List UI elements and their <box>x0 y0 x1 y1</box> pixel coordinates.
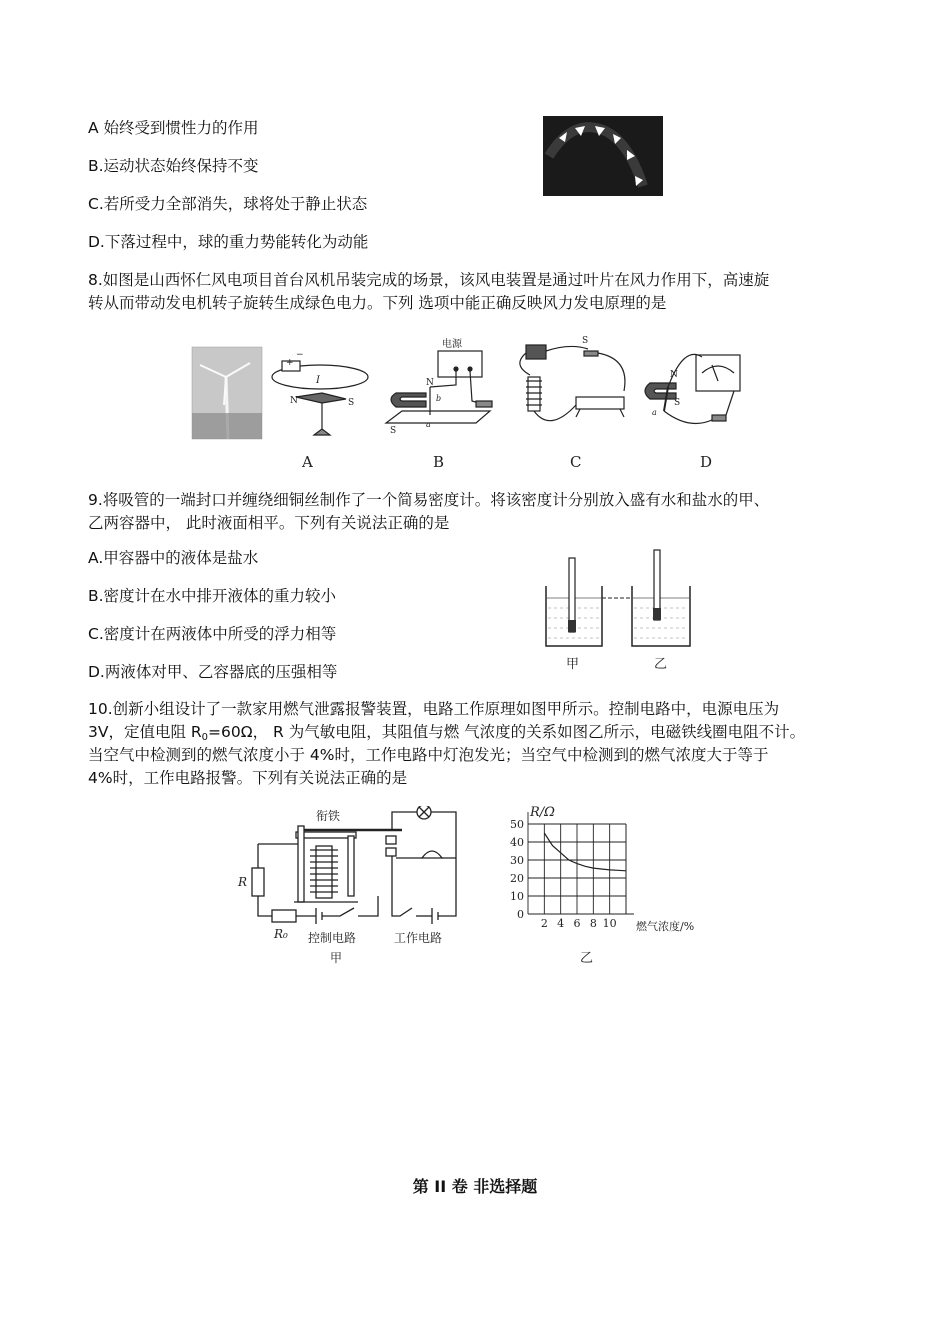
series-line-r <box>544 833 626 871</box>
q10-circuit-diagram <box>232 806 472 966</box>
x-tick-label: 6 <box>573 917 581 930</box>
q8-stem-line2: 转从而带动发电机转子旋转生成绿色电力。下列 选项中能正确反映风力发电原理的是 <box>88 294 667 312</box>
svg-text:+: + <box>286 358 294 368</box>
svg-text:N: N <box>426 378 434 388</box>
q10-stem-line2: 3V，定值电阻 $R_0=60\Omega$， R 为气敏电阻，其阻值与燃 气浓度的关系如图乙所示，电磁铁线圈电阻不计。 <box>88 723 806 743</box>
q9-option-d: D.两液体对甲、乙容器底的压强相等 <box>88 663 338 681</box>
q10-stem-line1: 10.创新小组设计了一款家用燃气泄露报警装置，电路工作原理如图甲所示。控制电路中，电源电压为 <box>88 700 780 718</box>
section-title: 第 II 卷 非选择题 <box>412 1177 538 1196</box>
q7-option-d: D.下落过程中，球的重力势能转化为动能 <box>88 233 369 251</box>
svg-text:S: S <box>674 398 681 408</box>
q7-option-b: B.运动状态始终保持不变 <box>88 157 259 175</box>
ball-trajectory-photo <box>543 116 663 196</box>
svg-text:S: S <box>390 426 397 436</box>
y-tick-label: 10 <box>510 890 524 903</box>
option-c-figure <box>520 336 625 421</box>
q8-stem-line1: 8.如图是山西怀仁风电项目首台风机吊装完成的场景，该风电装置是通过叶片在风力作用下，高速旋 <box>88 271 770 289</box>
q9-option-c: C.密度计在两液体中所受的浮力相等 <box>88 625 337 643</box>
svg-text:电源: 电源 <box>442 339 462 350</box>
x-tick-label: 4 <box>557 917 565 930</box>
svg-text:I: I <box>316 375 320 386</box>
q9-stem-line2: 乙两容器中， 此时液面相平。下列有关说法正确的是 <box>88 514 450 532</box>
svg-text:−: − <box>296 350 304 360</box>
y-tick-label: 30 <box>510 854 524 867</box>
q10-stem-line3: 当空气中检测到的燃气浓度小于 4%时，工作电路中灯泡发光；当空气中检测到的燃气浓度大于等于 <box>88 746 769 764</box>
x-tick-label: 8 <box>589 917 597 930</box>
x-tick-label: 10 <box>602 917 617 930</box>
chart-ylabel: R/Ω <box>530 805 555 820</box>
svg-text:S: S <box>348 398 355 408</box>
svg-text:b: b <box>436 394 442 403</box>
svg-text:N: N <box>290 396 298 406</box>
option-b-label: B <box>433 453 445 471</box>
work-circuit-label: 工作电路 <box>394 931 443 945</box>
resistor-r-label: R <box>238 875 248 889</box>
q10-resistance-chart <box>500 800 730 970</box>
y-tick-label: 0 <box>517 908 524 921</box>
container-yi-label: 乙 <box>654 657 668 672</box>
option-b-figure <box>386 337 492 436</box>
wind-turbine-photo <box>192 347 262 439</box>
q9-option-a: A.甲容器中的液体是盐水 <box>88 549 259 567</box>
q7-option-c: C.若所受力全部消失，球将处于静止状态 <box>88 195 368 213</box>
option-a-figure <box>272 350 368 435</box>
svg-text:a: a <box>426 420 431 429</box>
q9-containers-figure <box>540 546 700 676</box>
option-a-label: A <box>302 453 313 471</box>
container-jia-label: 甲 <box>566 657 580 672</box>
chart-caption: 乙 <box>580 951 594 966</box>
q7-option-a: A 始终受到惯性力的作用 <box>88 119 259 137</box>
x-tick-label: 2 <box>540 917 548 930</box>
option-c-label: C <box>570 453 582 471</box>
y-tick-label: 40 <box>510 836 524 849</box>
svg-text:N: N <box>670 370 678 380</box>
resistor-r0-label: R₀ <box>274 927 288 941</box>
q10-stem-line4: 4%时，工作电路报警。下列有关说法正确的是 <box>88 769 408 787</box>
circuit-caption: 甲 <box>330 951 343 965</box>
armature-label: 衔铁 <box>316 809 341 823</box>
y-tick-label: 20 <box>510 872 524 885</box>
q9-stem-line1: 9.将吸管的一端封口并缠绕细铜丝制作了一个简易密度计。将该密度计分别放入盛有水和盐水的甲、 <box>88 491 770 509</box>
svg-text:S: S <box>582 336 589 346</box>
q8-options-figure <box>190 335 760 475</box>
y-tick-label: 50 <box>510 818 524 831</box>
q9-option-b: B.密度计在水中排开液体的重力较小 <box>88 587 337 605</box>
chart-xlabel: 燃气浓度/% <box>636 920 695 933</box>
svg-text:a: a <box>652 408 657 417</box>
control-circuit-label: 控制电路 <box>308 931 357 945</box>
option-d-figure <box>645 354 740 423</box>
option-d-label: D <box>700 453 713 471</box>
